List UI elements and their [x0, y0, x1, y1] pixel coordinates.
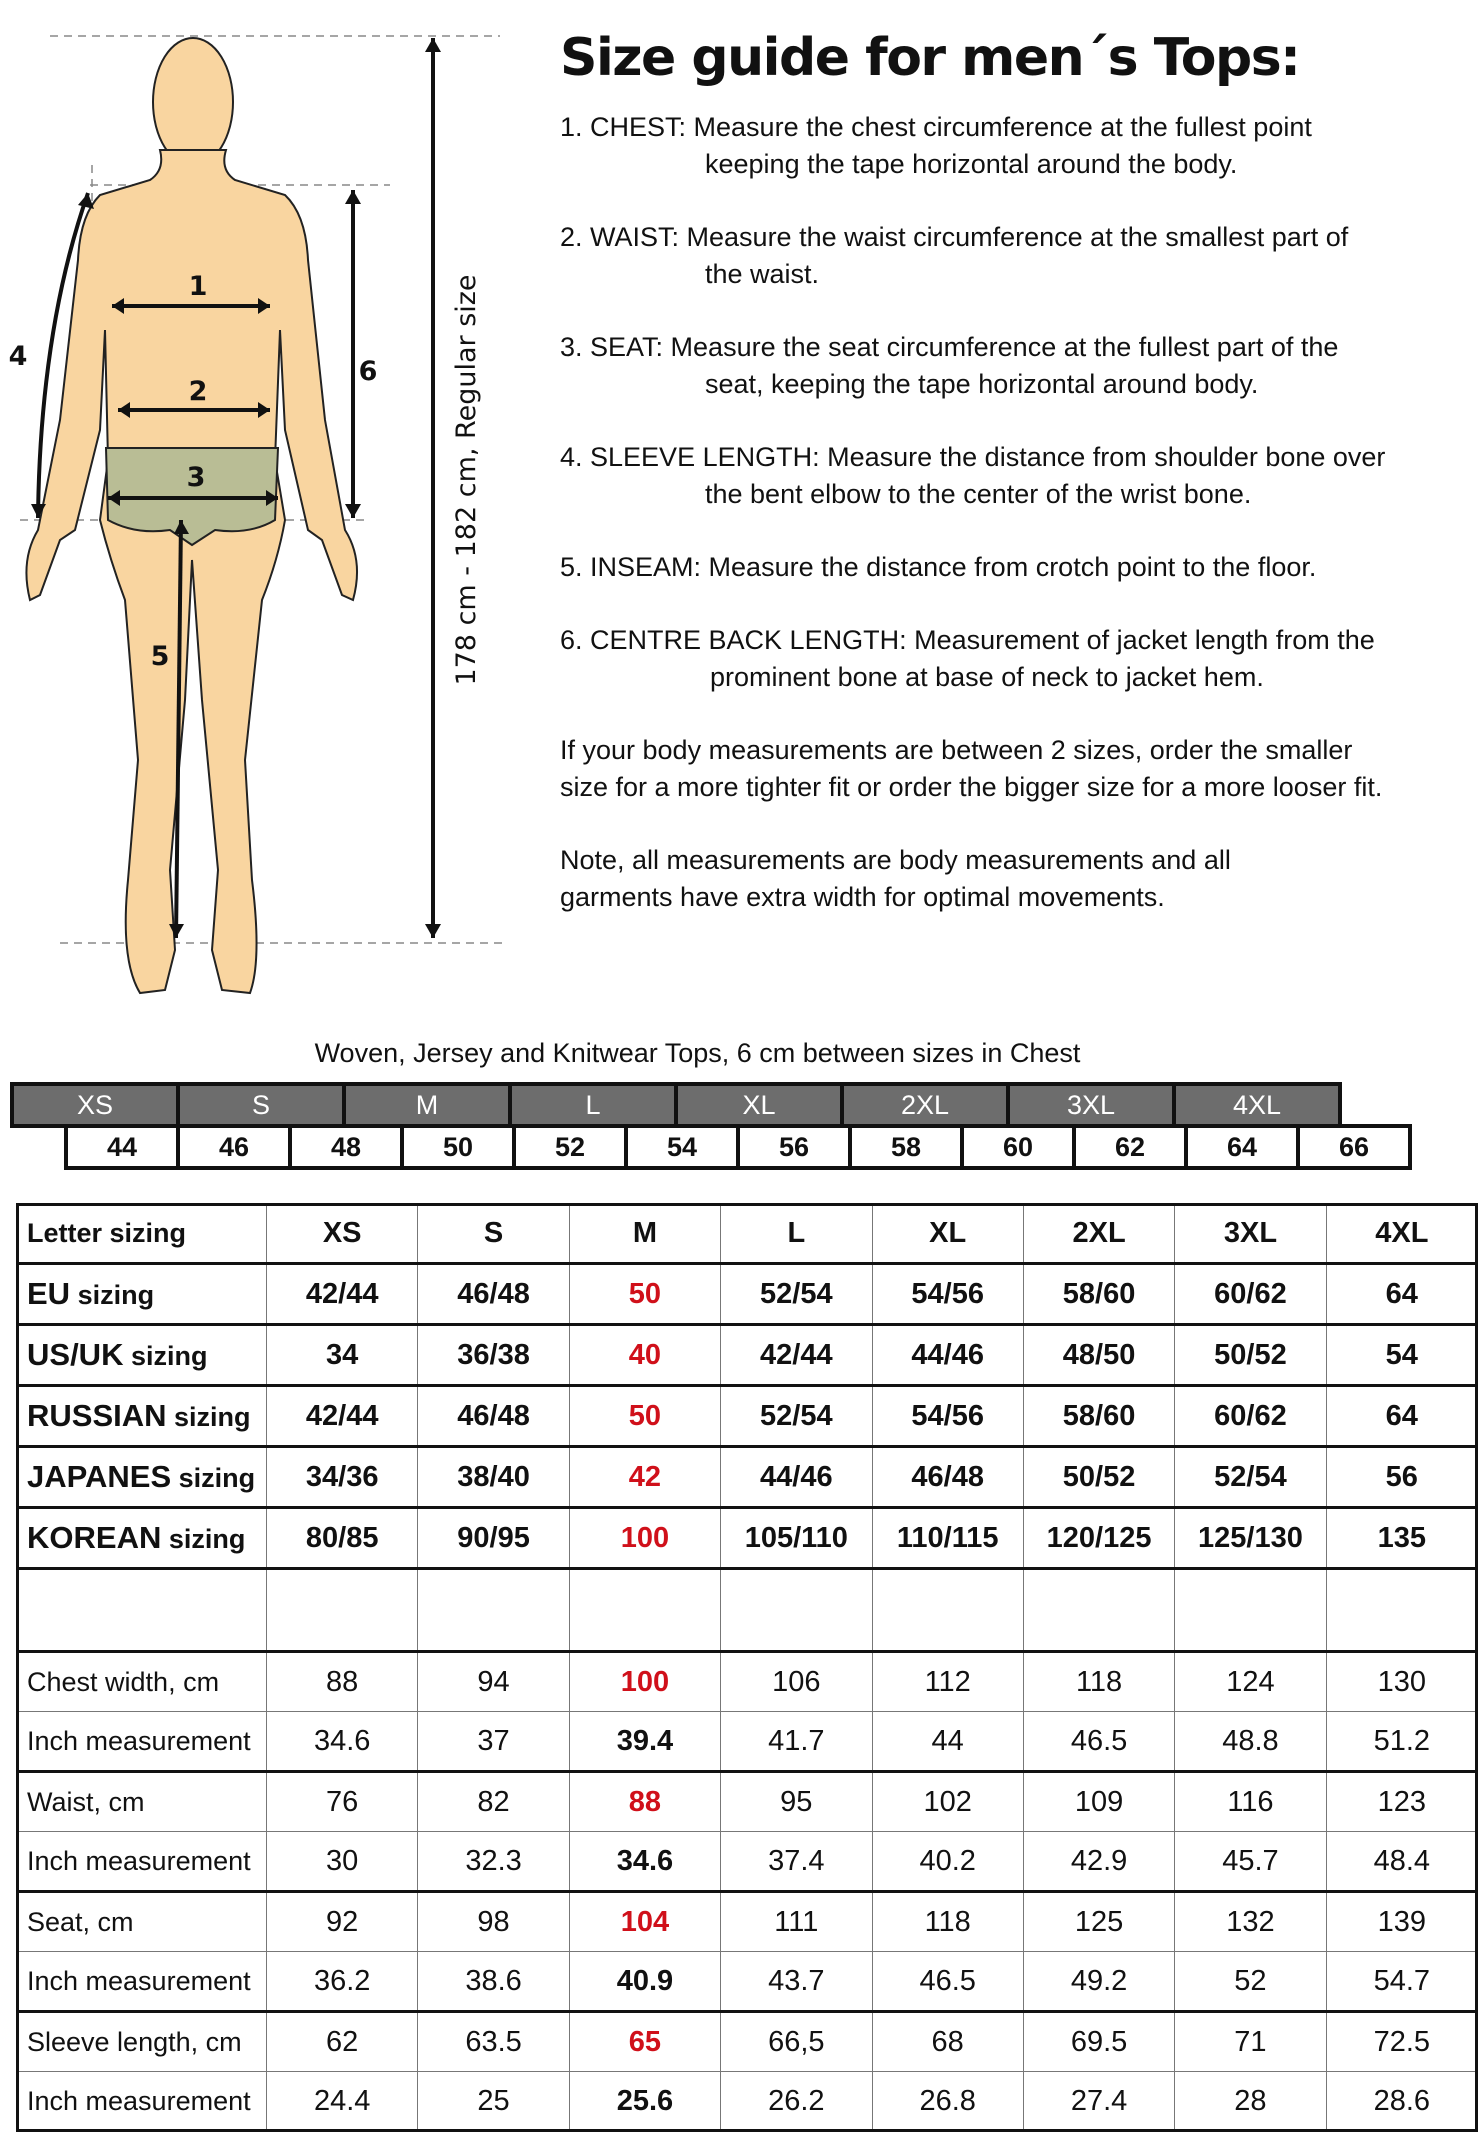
- table-cell: 52/54: [721, 1386, 872, 1447]
- table-cell: 88: [569, 1772, 720, 1832]
- empty-cell: [1023, 1569, 1174, 1652]
- row-label-system: RUSSIAN: [27, 1398, 167, 1433]
- empty-cell: [1326, 1569, 1477, 1652]
- table-cell: 4XL: [1326, 1204, 1477, 1264]
- table-cell: 116: [1175, 1772, 1326, 1832]
- table-cell: 25: [418, 2072, 569, 2131]
- label-2: 2: [188, 376, 208, 407]
- step-line: 1. CHEST: Measure the chest circumference at the fullest point: [560, 112, 1312, 143]
- table-cell: 44: [872, 1712, 1023, 1772]
- table-cell: 49.2: [1023, 1952, 1174, 2012]
- table-cell: 88: [267, 1652, 418, 1712]
- step-line: 5. INSEAM: Measure the distance from crotch point to the floor.: [560, 552, 1317, 583]
- table-cell: 25.6: [569, 2072, 720, 2131]
- table-spacer-row: [17, 1569, 1478, 1652]
- table-cell: 37.4: [721, 1832, 872, 1892]
- table-cell: 24.4: [267, 2072, 418, 2131]
- step-line-cont: seat, keeping the tape horizontal around body.: [705, 369, 1259, 400]
- table-cell: 48.8: [1175, 1712, 1326, 1772]
- number-size-cell: 62: [1072, 1124, 1188, 1170]
- label-6: 6: [358, 356, 378, 387]
- table-cell: 36/38: [418, 1325, 569, 1386]
- table-cell: 65: [569, 2012, 720, 2072]
- letter-size-cell: 4XL: [1172, 1082, 1342, 1128]
- number-size-cell: 58: [848, 1124, 964, 1170]
- table-cell: XS: [267, 1204, 418, 1264]
- label-1: 1: [188, 271, 208, 302]
- table-row: [17, 1832, 1478, 1892]
- table-cell: 135: [1326, 1508, 1477, 1569]
- row-label-system: JAPANES: [27, 1459, 172, 1494]
- table-cell: 42/44: [267, 1386, 418, 1447]
- table-cell: 125: [1023, 1892, 1174, 1952]
- table-cell: 50/52: [1175, 1325, 1326, 1386]
- table-row: [17, 1386, 1478, 1447]
- empty-cell: [1175, 1569, 1326, 1652]
- table-cell: 118: [1023, 1652, 1174, 1712]
- table-cell: 130: [1326, 1652, 1477, 1712]
- table-cell: 95: [721, 1772, 872, 1832]
- table-cell: 28: [1175, 2072, 1326, 2131]
- table-cell: 72.5: [1326, 2012, 1477, 2072]
- table-cell: 58/60: [1023, 1264, 1174, 1325]
- step-line-cont: prominent bone at base of neck to jacket hem.: [710, 662, 1264, 693]
- empty-cell: [267, 1569, 418, 1652]
- note-line: If your body measurements are between 2 sizes, order the smaller: [560, 735, 1353, 766]
- table-cell: 34/36: [267, 1447, 418, 1508]
- letter-size-cell: 3XL: [1006, 1082, 1176, 1128]
- table-cell: 56: [1326, 1447, 1477, 1508]
- step-chest: [560, 109, 1460, 183]
- table-cell: 94: [418, 1652, 569, 1712]
- table-cell: 37: [418, 1712, 569, 1772]
- letter-size-cell: 2XL: [840, 1082, 1010, 1128]
- row-label-suffix: sizing: [166, 1402, 251, 1432]
- table-cell: XL: [872, 1204, 1023, 1264]
- letter-size-cell: XS: [10, 1082, 180, 1128]
- table-cell: 43.7: [721, 1952, 872, 2012]
- step-line-cont: keeping the tape horizontal around the body.: [705, 149, 1238, 180]
- table-cell: 111: [721, 1892, 872, 1952]
- table-row: [17, 1447, 1478, 1508]
- step-line: 2. WAIST: Measure the waist circumference at the smallest part of: [560, 222, 1349, 253]
- row-label: [17, 1447, 267, 1508]
- row-label: Waist, cm: [17, 1772, 267, 1832]
- table-row: [17, 1264, 1478, 1325]
- table-cell: 52/54: [1175, 1447, 1326, 1508]
- body-measurement-figure: [0, 0, 540, 1010]
- row-label-system: KOREAN: [27, 1520, 162, 1555]
- number-size-cell: 64: [1184, 1124, 1300, 1170]
- table-cell: 54/56: [872, 1264, 1023, 1325]
- row-label: Inch measurement: [17, 1952, 267, 2012]
- table-cell: 54.7: [1326, 1952, 1477, 2012]
- label-4: 4: [8, 341, 28, 372]
- table-cell: 26.2: [721, 2072, 872, 2131]
- table-cell: 132: [1175, 1892, 1326, 1952]
- step-line: 6. CENTRE BACK LENGTH: Measurement of jacket length from the: [560, 625, 1375, 656]
- empty-cell: [418, 1569, 569, 1652]
- table-cell: 44/46: [721, 1447, 872, 1508]
- table-row: [17, 2012, 1478, 2072]
- row-label-suffix: sizing: [70, 1280, 155, 1310]
- table-cell: 118: [872, 1892, 1023, 1952]
- table-cell: 90/95: [418, 1508, 569, 1569]
- size-guide-instructions: [560, 30, 1460, 952]
- table-cell: 76: [267, 1772, 418, 1832]
- table-cell: 105/110: [721, 1508, 872, 1569]
- table-cell: 42/44: [721, 1325, 872, 1386]
- step-line-cont: the waist.: [705, 259, 820, 290]
- table-cell: 66,5: [721, 2012, 872, 2072]
- step-inseam: [560, 549, 1460, 586]
- table-cell: 45.7: [1175, 1832, 1326, 1892]
- table-cell: 50: [569, 1386, 720, 1447]
- label-3: 3: [186, 462, 206, 493]
- table-cell: 48.4: [1326, 1832, 1477, 1892]
- row-label: [17, 1264, 267, 1325]
- table-cell: S: [418, 1204, 569, 1264]
- table-cell: 46.5: [1023, 1712, 1174, 1772]
- letter-size-cell: M: [342, 1082, 512, 1128]
- page-title: Size guide for men´s Tops:: [560, 28, 1300, 88]
- table-row: [17, 1508, 1478, 1569]
- table-cell: 42.9: [1023, 1832, 1174, 1892]
- table-cell: 40.2: [872, 1832, 1023, 1892]
- fit-note: [560, 732, 1460, 806]
- table-cell: L: [721, 1204, 872, 1264]
- row-label-system: US/UK: [27, 1337, 124, 1372]
- table-cell: 3XL: [1175, 1204, 1326, 1264]
- row-label: Sleeve length, cm: [17, 2012, 267, 2072]
- table-cell: 68: [872, 2012, 1023, 2072]
- table-cell: 38.6: [418, 1952, 569, 2012]
- table-cell: 50: [569, 1264, 720, 1325]
- table-cell: 64: [1326, 1386, 1477, 1447]
- table-cell: 26.8: [872, 2072, 1023, 2131]
- table-cell: 139: [1326, 1892, 1477, 1952]
- table-cell: 98: [418, 1892, 569, 1952]
- table-cell: 63.5: [418, 2012, 569, 2072]
- step-back-length: [560, 622, 1460, 696]
- table-cell: 123: [1326, 1772, 1477, 1832]
- number-size-cell: 52: [512, 1124, 628, 1170]
- number-size-strip: [64, 1124, 1408, 1170]
- table-row: [17, 2072, 1478, 2131]
- step-waist: [560, 219, 1460, 293]
- table-header-row: [17, 1204, 1478, 1264]
- table-cell: 34.6: [267, 1712, 418, 1772]
- table-cell: 38/40: [418, 1447, 569, 1508]
- table-cell: 109: [1023, 1772, 1174, 1832]
- table-cell: 102: [872, 1772, 1023, 1832]
- table-row: [17, 1772, 1478, 1832]
- table-row: [17, 1712, 1478, 1772]
- number-size-cell: 54: [624, 1124, 740, 1170]
- table-cell: 46.5: [872, 1952, 1023, 2012]
- table-cell: 46/48: [872, 1447, 1023, 1508]
- table-cell: 69.5: [1023, 2012, 1174, 2072]
- height-label: 178 cm - 182 cm, Regular size: [451, 274, 482, 686]
- table-cell: 40: [569, 1325, 720, 1386]
- table-cell: 50/52: [1023, 1447, 1174, 1508]
- table-row: [17, 1892, 1478, 1952]
- empty-cell: [721, 1569, 872, 1652]
- table-cell: 58/60: [1023, 1386, 1174, 1447]
- row-label: Letter sizing: [17, 1204, 267, 1264]
- step-line-cont: the bent elbow to the center of the wrist bone.: [705, 479, 1252, 510]
- letter-size-cell: S: [176, 1082, 346, 1128]
- size-conversion-table: [16, 1203, 1478, 2131]
- table-cell: 42: [569, 1447, 720, 1508]
- table-cell: 125/130: [1175, 1508, 1326, 1569]
- step-line: 3. SEAT: Measure the seat circumference at the fullest part of the: [560, 332, 1339, 363]
- table-cell: 52/54: [721, 1264, 872, 1325]
- step-sleeve: [560, 439, 1460, 513]
- step-seat: [560, 329, 1460, 403]
- table-cell: 54: [1326, 1325, 1477, 1386]
- number-size-cell: 66: [1296, 1124, 1412, 1170]
- letter-size-cell: XL: [674, 1082, 844, 1128]
- table-cell: 34.6: [569, 1832, 720, 1892]
- table-cell: 60/62: [1175, 1264, 1326, 1325]
- number-size-cell: 50: [400, 1124, 516, 1170]
- table-cell: 60/62: [1175, 1386, 1326, 1447]
- table-cell: 64: [1326, 1264, 1477, 1325]
- empty-cell: [872, 1569, 1023, 1652]
- table-cell: 120/125: [1023, 1508, 1174, 1569]
- note-line: Note, all measurements are body measurements and all: [560, 845, 1231, 876]
- table-cell: 62: [267, 2012, 418, 2072]
- table-cell: 112: [872, 1652, 1023, 1712]
- number-size-cell: 44: [64, 1124, 180, 1170]
- table-cell: 52: [1175, 1952, 1326, 2012]
- number-size-cell: 46: [176, 1124, 292, 1170]
- empty-cell: [569, 1569, 720, 1652]
- table-cell: 92: [267, 1892, 418, 1952]
- empty-cell: [17, 1569, 267, 1652]
- table-row: [17, 1952, 1478, 2012]
- table-cell: 106: [721, 1652, 872, 1712]
- note-line: garments have extra width for optimal movements.: [560, 882, 1165, 913]
- row-label-suffix: sizing: [161, 1524, 246, 1554]
- letter-size-strip: [10, 1082, 1338, 1128]
- table-cell: 51.2: [1326, 1712, 1477, 1772]
- row-label: Inch measurement: [17, 1712, 267, 1772]
- table-cell: 104: [569, 1892, 720, 1952]
- size-strip-caption: Woven, Jersey and Knitwear Tops, 6 cm between sizes in Chest: [314, 1038, 1081, 1068]
- note-line: size for a more tighter fit or order the bigger size for a more looser fit.: [560, 772, 1383, 803]
- row-label: Chest width, cm: [17, 1652, 267, 1712]
- row-label: Seat, cm: [17, 1892, 267, 1952]
- table-row: [17, 1652, 1478, 1712]
- table-cell: 28.6: [1326, 2072, 1477, 2131]
- number-size-cell: 60: [960, 1124, 1076, 1170]
- table-cell: 30: [267, 1832, 418, 1892]
- row-label: Inch measurement: [17, 1832, 267, 1892]
- table-cell: 44/46: [872, 1325, 1023, 1386]
- table-cell: 80/85: [267, 1508, 418, 1569]
- table-cell: 2XL: [1023, 1204, 1174, 1264]
- table-cell: 41.7: [721, 1712, 872, 1772]
- table-cell: 42/44: [267, 1264, 418, 1325]
- table-cell: 100: [569, 1652, 720, 1712]
- table-cell: 110/115: [872, 1508, 1023, 1569]
- table-cell: 71: [1175, 2012, 1326, 2072]
- number-size-cell: 56: [736, 1124, 852, 1170]
- label-5: 5: [150, 641, 170, 672]
- table-cell: 32.3: [418, 1832, 569, 1892]
- table-cell: 82: [418, 1772, 569, 1832]
- table-cell: 39.4: [569, 1712, 720, 1772]
- table-cell: 46/48: [418, 1386, 569, 1447]
- row-label-system: EU: [27, 1276, 71, 1311]
- letter-size-cell: L: [508, 1082, 678, 1128]
- row-label: [17, 1325, 267, 1386]
- table-cell: 54/56: [872, 1386, 1023, 1447]
- table-cell: 40.9: [569, 1952, 720, 2012]
- row-label-suffix: sizing: [123, 1341, 208, 1371]
- row-label-suffix: sizing: [171, 1463, 256, 1493]
- table-row: [17, 1325, 1478, 1386]
- row-label: [17, 1508, 267, 1569]
- table-cell: 124: [1175, 1652, 1326, 1712]
- measurement-note: [560, 842, 1460, 916]
- number-size-cell: 48: [288, 1124, 404, 1170]
- table-cell: 48/50: [1023, 1325, 1174, 1386]
- table-cell: 100: [569, 1508, 720, 1569]
- table-cell: 36.2: [267, 1952, 418, 2012]
- row-label: Inch measurement: [17, 2072, 267, 2131]
- table-cell: 46/48: [418, 1264, 569, 1325]
- row-label: [17, 1386, 267, 1447]
- table-cell: 34: [267, 1325, 418, 1386]
- table-cell: M: [569, 1204, 720, 1264]
- step-line: 4. SLEEVE LENGTH: Measure the distance from shoulder bone over: [560, 442, 1386, 473]
- table-cell: 27.4: [1023, 2072, 1174, 2131]
